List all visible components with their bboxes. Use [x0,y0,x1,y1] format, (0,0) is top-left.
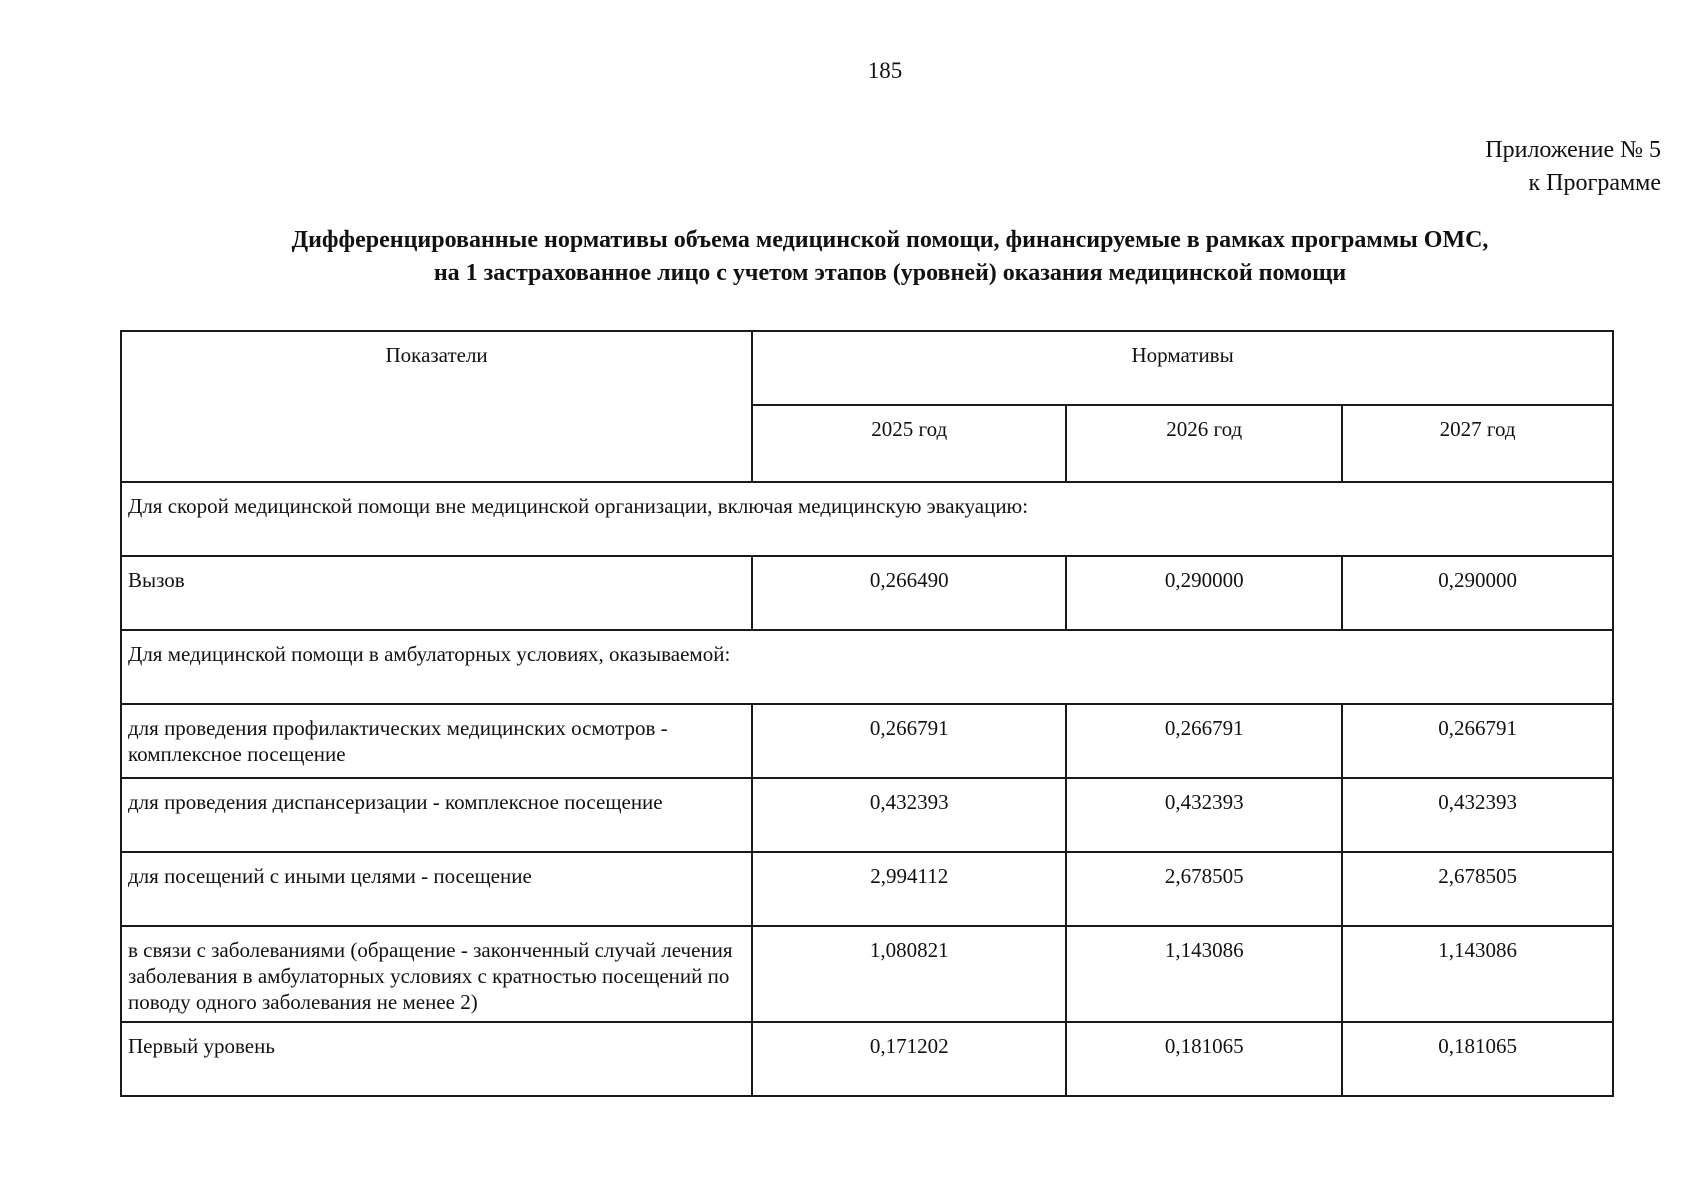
value-2027: 2,678505 [1342,852,1613,926]
row-label: в связи с заболеваниями (обращение - законченный случай лечения заболевания в амбулаторных условиях с кратностью посещений по поводу одного заболевания не менее 2) [121,926,752,1022]
value-2027: 0,181065 [1342,1022,1613,1096]
section-emergency-title: Для скорой медицинской помощи вне медицинской организации, включая медицинскую эвакуацию: [121,482,1613,556]
section-row [121,630,1613,704]
header-year-2025: 2025 год [752,405,1066,482]
value-2025: 0,171202 [752,1022,1066,1096]
table-row [121,926,1613,1022]
value-2026: 0,266791 [1066,704,1342,778]
page-number: 185 [867,58,903,83]
table-row [121,852,1613,926]
value-2025: 1,080821 [752,926,1066,1022]
row-label: Первый уровень [121,1022,752,1096]
section-ambulatory-title: Для медицинской помощи в амбулаторных условиях, оказываемой: [121,630,1613,704]
value-2027: 0,290000 [1342,556,1613,630]
table-row [121,556,1613,630]
table-header-row [121,331,1613,405]
document-title [200,224,1580,290]
value-2027: 0,266791 [1342,704,1613,778]
value-2026: 0,290000 [1066,556,1342,630]
value-2025: 0,266490 [752,556,1066,630]
value-2026: 0,181065 [1066,1022,1342,1096]
appendix-line-2: к Программе [1528,170,1661,196]
table-row [121,1022,1613,1096]
table-row [121,778,1613,852]
value-2026: 0,432393 [1066,778,1342,852]
appendix-line-1: Приложение № 5 [1485,137,1661,163]
table-row [121,704,1613,778]
row-label: для проведения диспансеризации - комплексное посещение [121,778,752,852]
value-2027: 1,143086 [1342,926,1613,1022]
section-row [121,482,1613,556]
row-label: Вызов [121,556,752,630]
document-title-line-1: Дифференцированные нормативы объема медицинской помощи, финансируемые в рамках программы ОМС, [291,227,1489,253]
value-2026: 1,143086 [1066,926,1342,1022]
header-year-2026: 2026 год [1066,405,1342,482]
header-norms: Нормативы [752,331,1613,405]
value-2025: 2,994112 [752,852,1066,926]
row-label: для посещений с иными целями - посещение [121,852,752,926]
value-2025: 0,432393 [752,778,1066,852]
row-label: для проведения профилактических медицинских осмотров - комплексное посещение [121,704,752,778]
value-2027: 0,432393 [1342,778,1613,852]
header-indicators: Показатели [121,331,752,482]
norms-table [120,330,1614,1097]
appendix-note [1485,134,1661,200]
value-2025: 0,266791 [752,704,1066,778]
header-year-2027: 2027 год [1342,405,1613,482]
document-title-line-2: на 1 застрахованное лицо с учетом этапов (уровней) оказания медицинской помощи [433,260,1347,286]
value-2026: 2,678505 [1066,852,1342,926]
